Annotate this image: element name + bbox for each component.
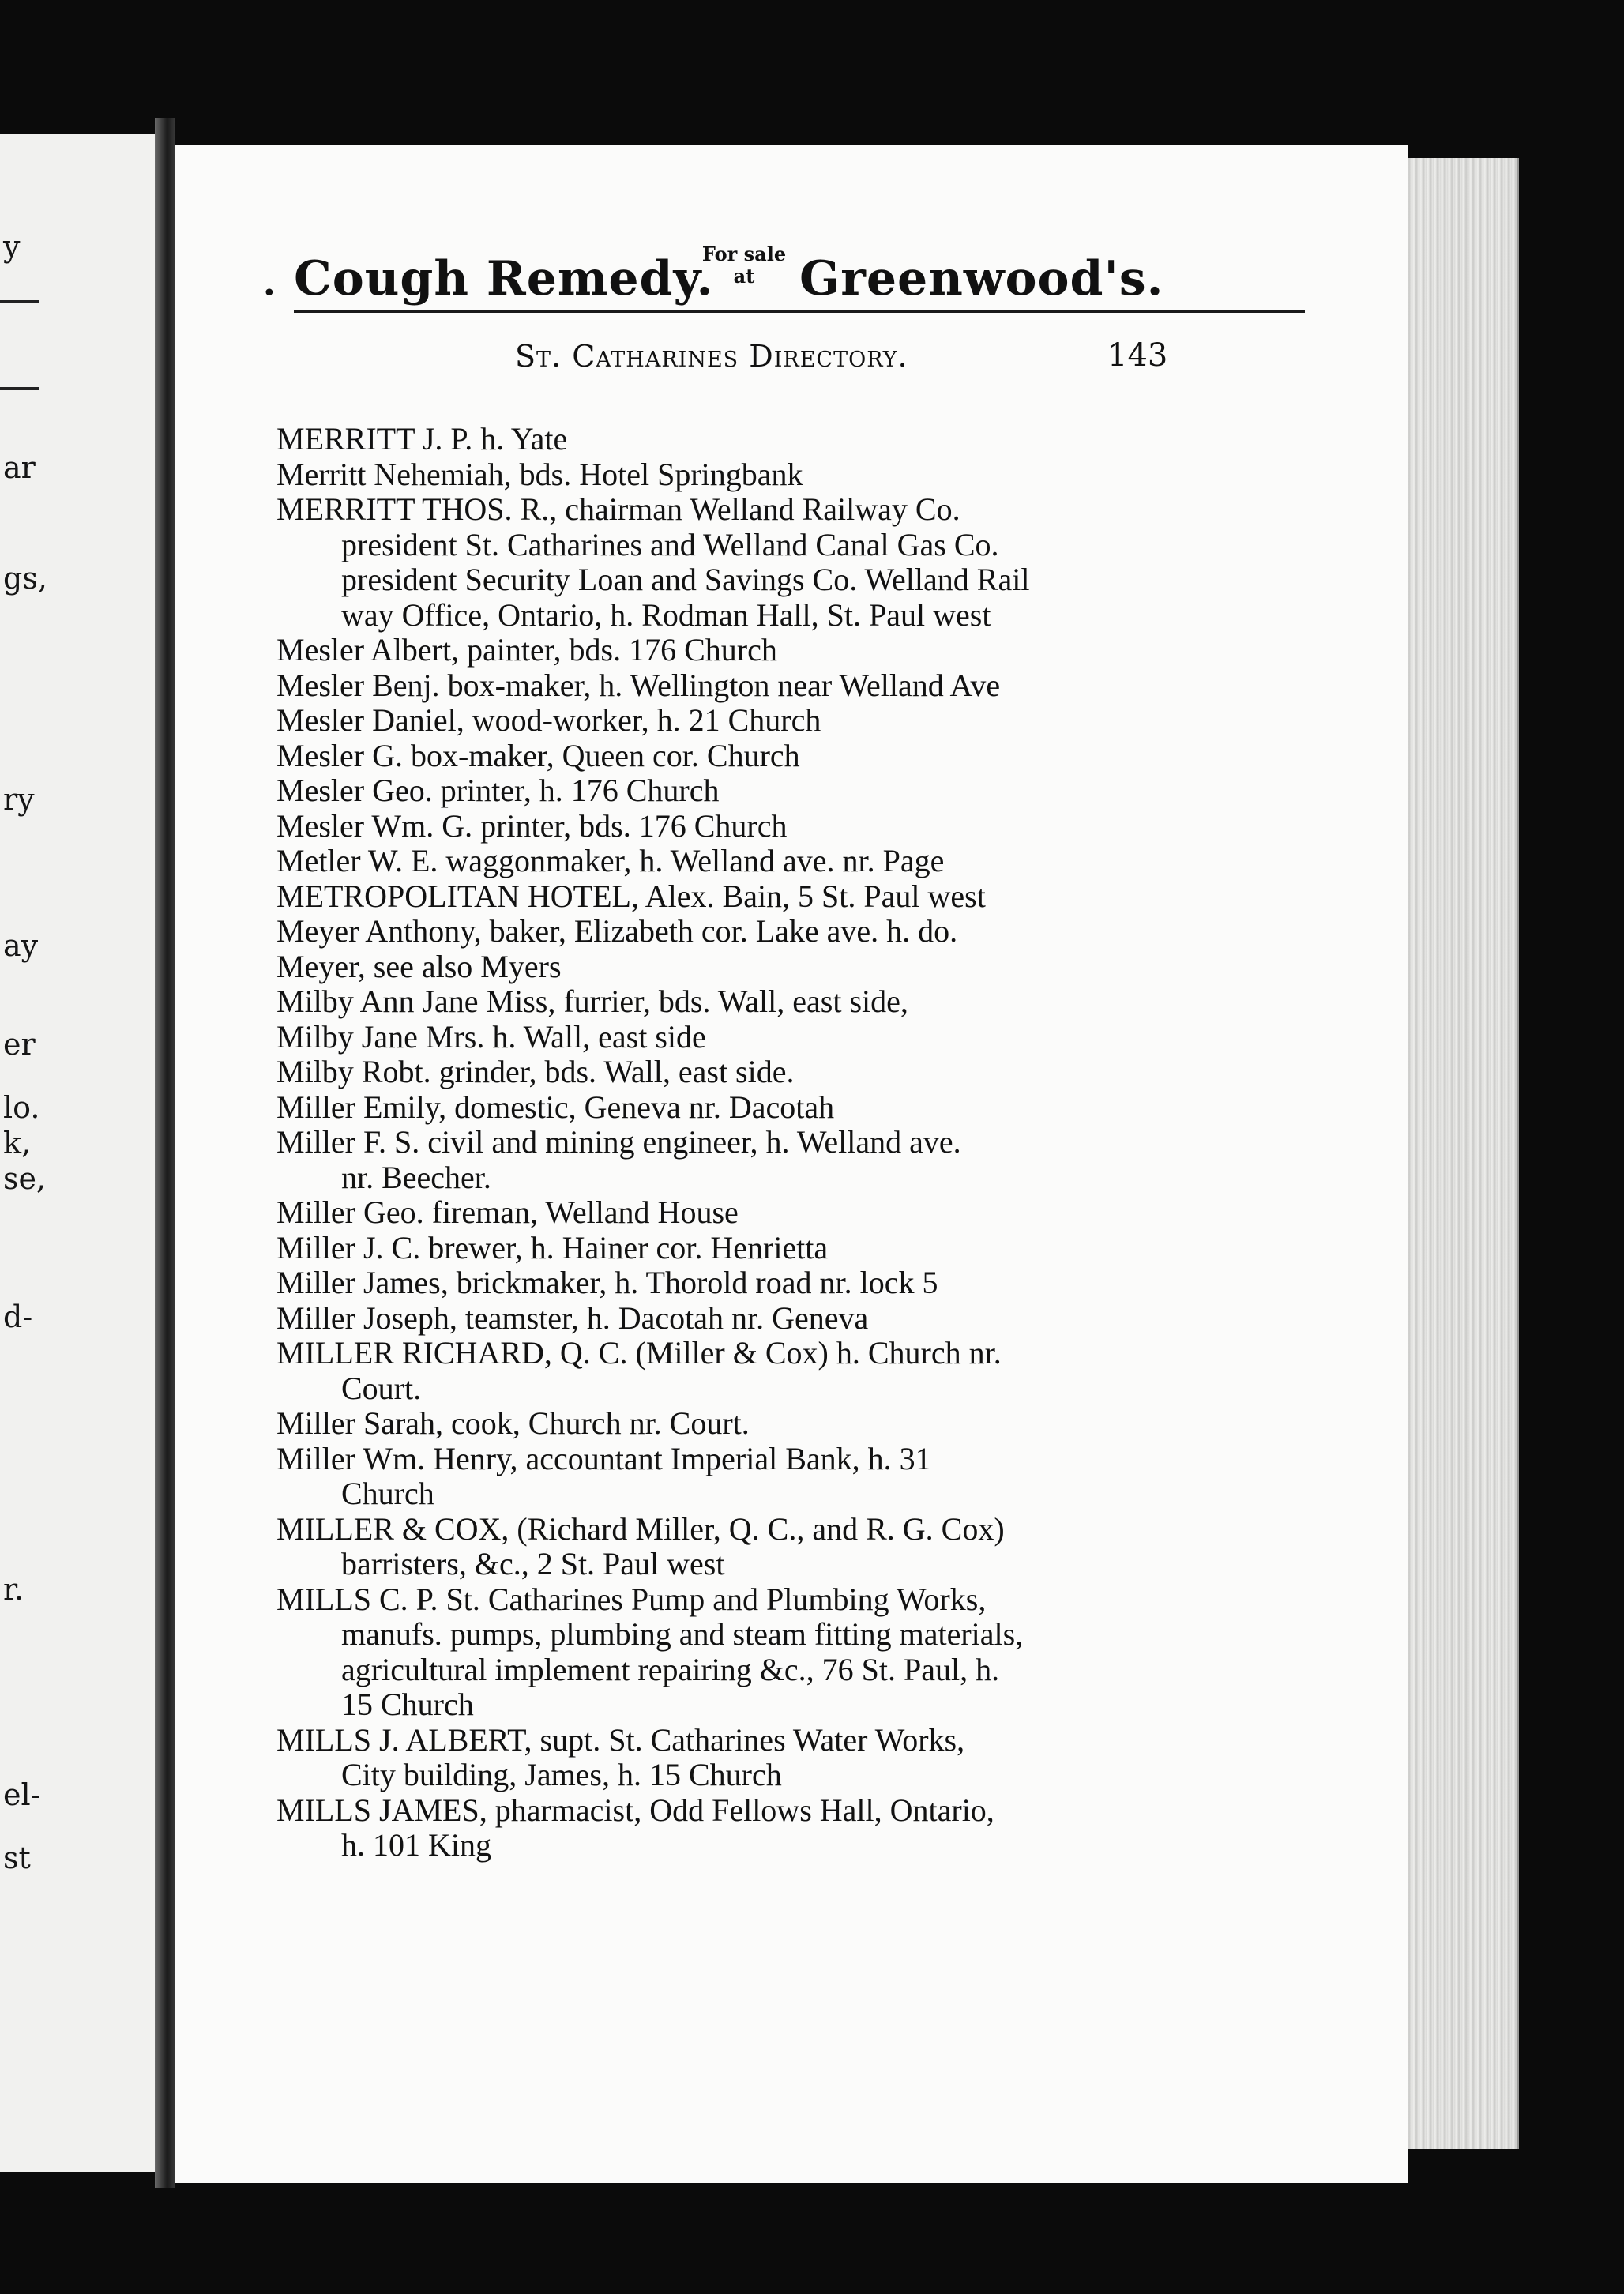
- directory-entry: [276, 773, 1327, 809]
- ad-for-sale: For sale: [701, 243, 787, 265]
- directory-entry: [276, 1195, 1327, 1231]
- ad-vendor: Greenwood's.: [799, 251, 1164, 306]
- directory-entry: [276, 1301, 1327, 1337]
- previous-page-fragment: el-: [3, 1777, 41, 1812]
- directory-entry: [276, 1125, 1327, 1195]
- directory-entries: [276, 422, 1327, 1863]
- entry-continuation: City building, James, h. 15 Church: [341, 1757, 782, 1792]
- entry-line: Milby Ann Jane Miss, furrier, bds. Wall, east side,: [276, 983, 908, 1019]
- entry-continuation: nr. Beecher.: [341, 1159, 491, 1195]
- running-head: St. Catharines Directory.: [515, 339, 908, 374]
- page-stack-edges: [1390, 158, 1519, 2149]
- directory-entry: [276, 739, 1327, 774]
- entry-line: Miller Wm. Henry, accountant Imperial Bank, h. 31: [276, 1440, 931, 1476]
- directory-entry: [276, 1723, 1327, 1793]
- directory-entry: [276, 703, 1327, 739]
- directory-entry: [276, 633, 1327, 668]
- directory-entry: [276, 844, 1327, 879]
- directory-entry: [276, 668, 1327, 704]
- directory-entry: [276, 1090, 1327, 1126]
- previous-page-fragment: k,: [3, 1126, 32, 1160]
- entry-line: Miller Geo. fireman, Welland House: [276, 1194, 739, 1230]
- entry-continuation: agricultural implement repairing &c., 76 St. Paul, h.: [341, 1651, 1000, 1687]
- entry-line: MILLS C. P. St. Catharines Pump and Plumbing Works,: [276, 1581, 987, 1617]
- entry-line: Miller Emily, domestic, Geneva nr. Dacotah: [276, 1089, 835, 1125]
- previous-page-fragment: r.: [3, 1572, 24, 1607]
- directory-entry: [276, 457, 1327, 493]
- bullet-mark: •: [262, 280, 276, 307]
- previous-page-fragment: ar: [3, 450, 36, 485]
- entry-line: Milby Jane Mrs. h. Wall, east side: [276, 1018, 706, 1055]
- directory-entry: [276, 492, 1327, 633]
- header-rule: [294, 310, 1305, 313]
- directory-entry: [276, 1582, 1327, 1723]
- directory-entry: [276, 1231, 1327, 1266]
- previous-page-fragment: y: [3, 229, 21, 264]
- entry-continuation: barristers, &c., 2 St. Paul west: [341, 1546, 725, 1581]
- directory-entry: [276, 1020, 1327, 1055]
- directory-entry: [276, 1265, 1327, 1301]
- directory-entry: [276, 1055, 1327, 1090]
- directory-entry: [276, 914, 1327, 950]
- entry-line: Mesler Benj. box-maker, h. Wellington near Welland Ave: [276, 667, 1001, 703]
- entry-line: Milby Robt. grinder, bds. Wall, east side.: [276, 1054, 795, 1089]
- ad-for-sale-at: [697, 243, 791, 288]
- directory-entry: [276, 1512, 1327, 1582]
- previous-page-edge: [0, 134, 158, 2172]
- entry-line: Miller J. C. brewer, h. Hainer cor. Henrietta: [276, 1229, 829, 1265]
- directory-entry: [276, 879, 1327, 915]
- ad-product: Cough Remedy.: [294, 251, 714, 306]
- directory-entry: [276, 1793, 1327, 1863]
- directory-entry: [276, 1406, 1327, 1442]
- advertisement-header: [294, 240, 1313, 335]
- previous-page-fragment: ay: [3, 928, 39, 963]
- entry-continuation: president Security Loan and Savings Co. Welland Rail: [341, 562, 1030, 597]
- entry-line: Mesler Wm. G. printer, bds. 176 Church: [276, 807, 788, 844]
- previous-page-rule: [0, 300, 39, 303]
- entry-continuation: manufs. pumps, plumbing and steam fitting materials,: [341, 1616, 1024, 1652]
- previous-page-fragment: gs,: [3, 561, 47, 596]
- previous-page-fragment: er: [3, 1027, 36, 1062]
- entry-line: Meyer Anthony, baker, Elizabeth cor. Lake ave. h. do.: [276, 913, 958, 949]
- previous-page-rule: [0, 387, 39, 390]
- entry-line: Metler W. E. waggonmaker, h. Welland ave. nr. Page: [276, 843, 945, 878]
- entry-line: MILLS JAMES, pharmacist, Odd Fellows Hall, Ontario,: [276, 1792, 994, 1828]
- entry-line: MILLS J. ALBERT, supt. St. Catharines Water Works,: [276, 1721, 965, 1758]
- previous-page-fragment: d-: [3, 1299, 33, 1334]
- entry-line: MILLER & COX, (Richard Miller, Q. C., and R. G. Cox): [276, 1510, 1005, 1547]
- previous-page-fragment: ry: [3, 782, 35, 817]
- entry-line: METROPOLITAN HOTEL, Alex. Bain, 5 St. Paul west: [276, 878, 986, 914]
- ad-at: at: [733, 265, 755, 288]
- entry-line: Mesler Albert, painter, bds. 176 Church: [276, 632, 777, 668]
- entry-line: MERRITT J. P. h. Yate: [276, 421, 568, 457]
- entry-line: MILLER RICHARD, Q. C. (Miller & Cox) h. Church nr.: [276, 1335, 1002, 1371]
- previous-page-fragment: lo.: [3, 1090, 40, 1125]
- book-gutter: [155, 118, 175, 2188]
- entry-line: Meyer, see also Myers: [276, 948, 562, 984]
- directory-entry: [276, 950, 1327, 985]
- entry-continuation: president St. Catharines and Welland Canal Gas Co.: [341, 526, 999, 562]
- entry-line: Mesler G. box-maker, Queen cor. Church: [276, 737, 800, 773]
- entry-line: Miller F. S. civil and mining engineer, h. Welland ave.: [276, 1124, 961, 1160]
- entry-line: Mesler Daniel, wood-worker, h. 21 Church: [276, 702, 821, 738]
- entry-line: Mesler Geo. printer, h. 176 Church: [276, 773, 720, 808]
- previous-page-fragment: se,: [3, 1161, 47, 1196]
- entry-continuation: h. 101 King: [341, 1827, 491, 1863]
- entry-line: Miller James, brickmaker, h. Thorold road nr. lock 5: [276, 1265, 938, 1300]
- directory-entry: [276, 984, 1327, 1020]
- directory-entry: [276, 422, 1327, 457]
- entry-line: Merritt Nehemiah, bds. Hotel Springbank: [276, 456, 803, 492]
- entry-continuation: 15 Church: [341, 1687, 474, 1722]
- entry-line: Miller Sarah, cook, Church nr. Court.: [276, 1405, 750, 1441]
- entry-continuation: Church: [341, 1476, 434, 1511]
- entry-line: Miller Joseph, teamster, h. Dacotah nr. Geneva: [276, 1299, 869, 1336]
- directory-entry: [276, 1442, 1327, 1512]
- directory-entry: [276, 809, 1327, 844]
- directory-entry: [276, 1336, 1327, 1406]
- entry-continuation: Court.: [341, 1370, 422, 1406]
- previous-page-fragment: st: [3, 1841, 31, 1875]
- page-number: 143: [1107, 337, 1168, 374]
- entry-line: MERRITT THOS. R., chairman Welland Railway Co.: [276, 491, 960, 527]
- entry-continuation: way Office, Ontario, h. Rodman Hall, St. Paul west: [341, 596, 991, 633]
- directory-page: [175, 145, 1408, 2183]
